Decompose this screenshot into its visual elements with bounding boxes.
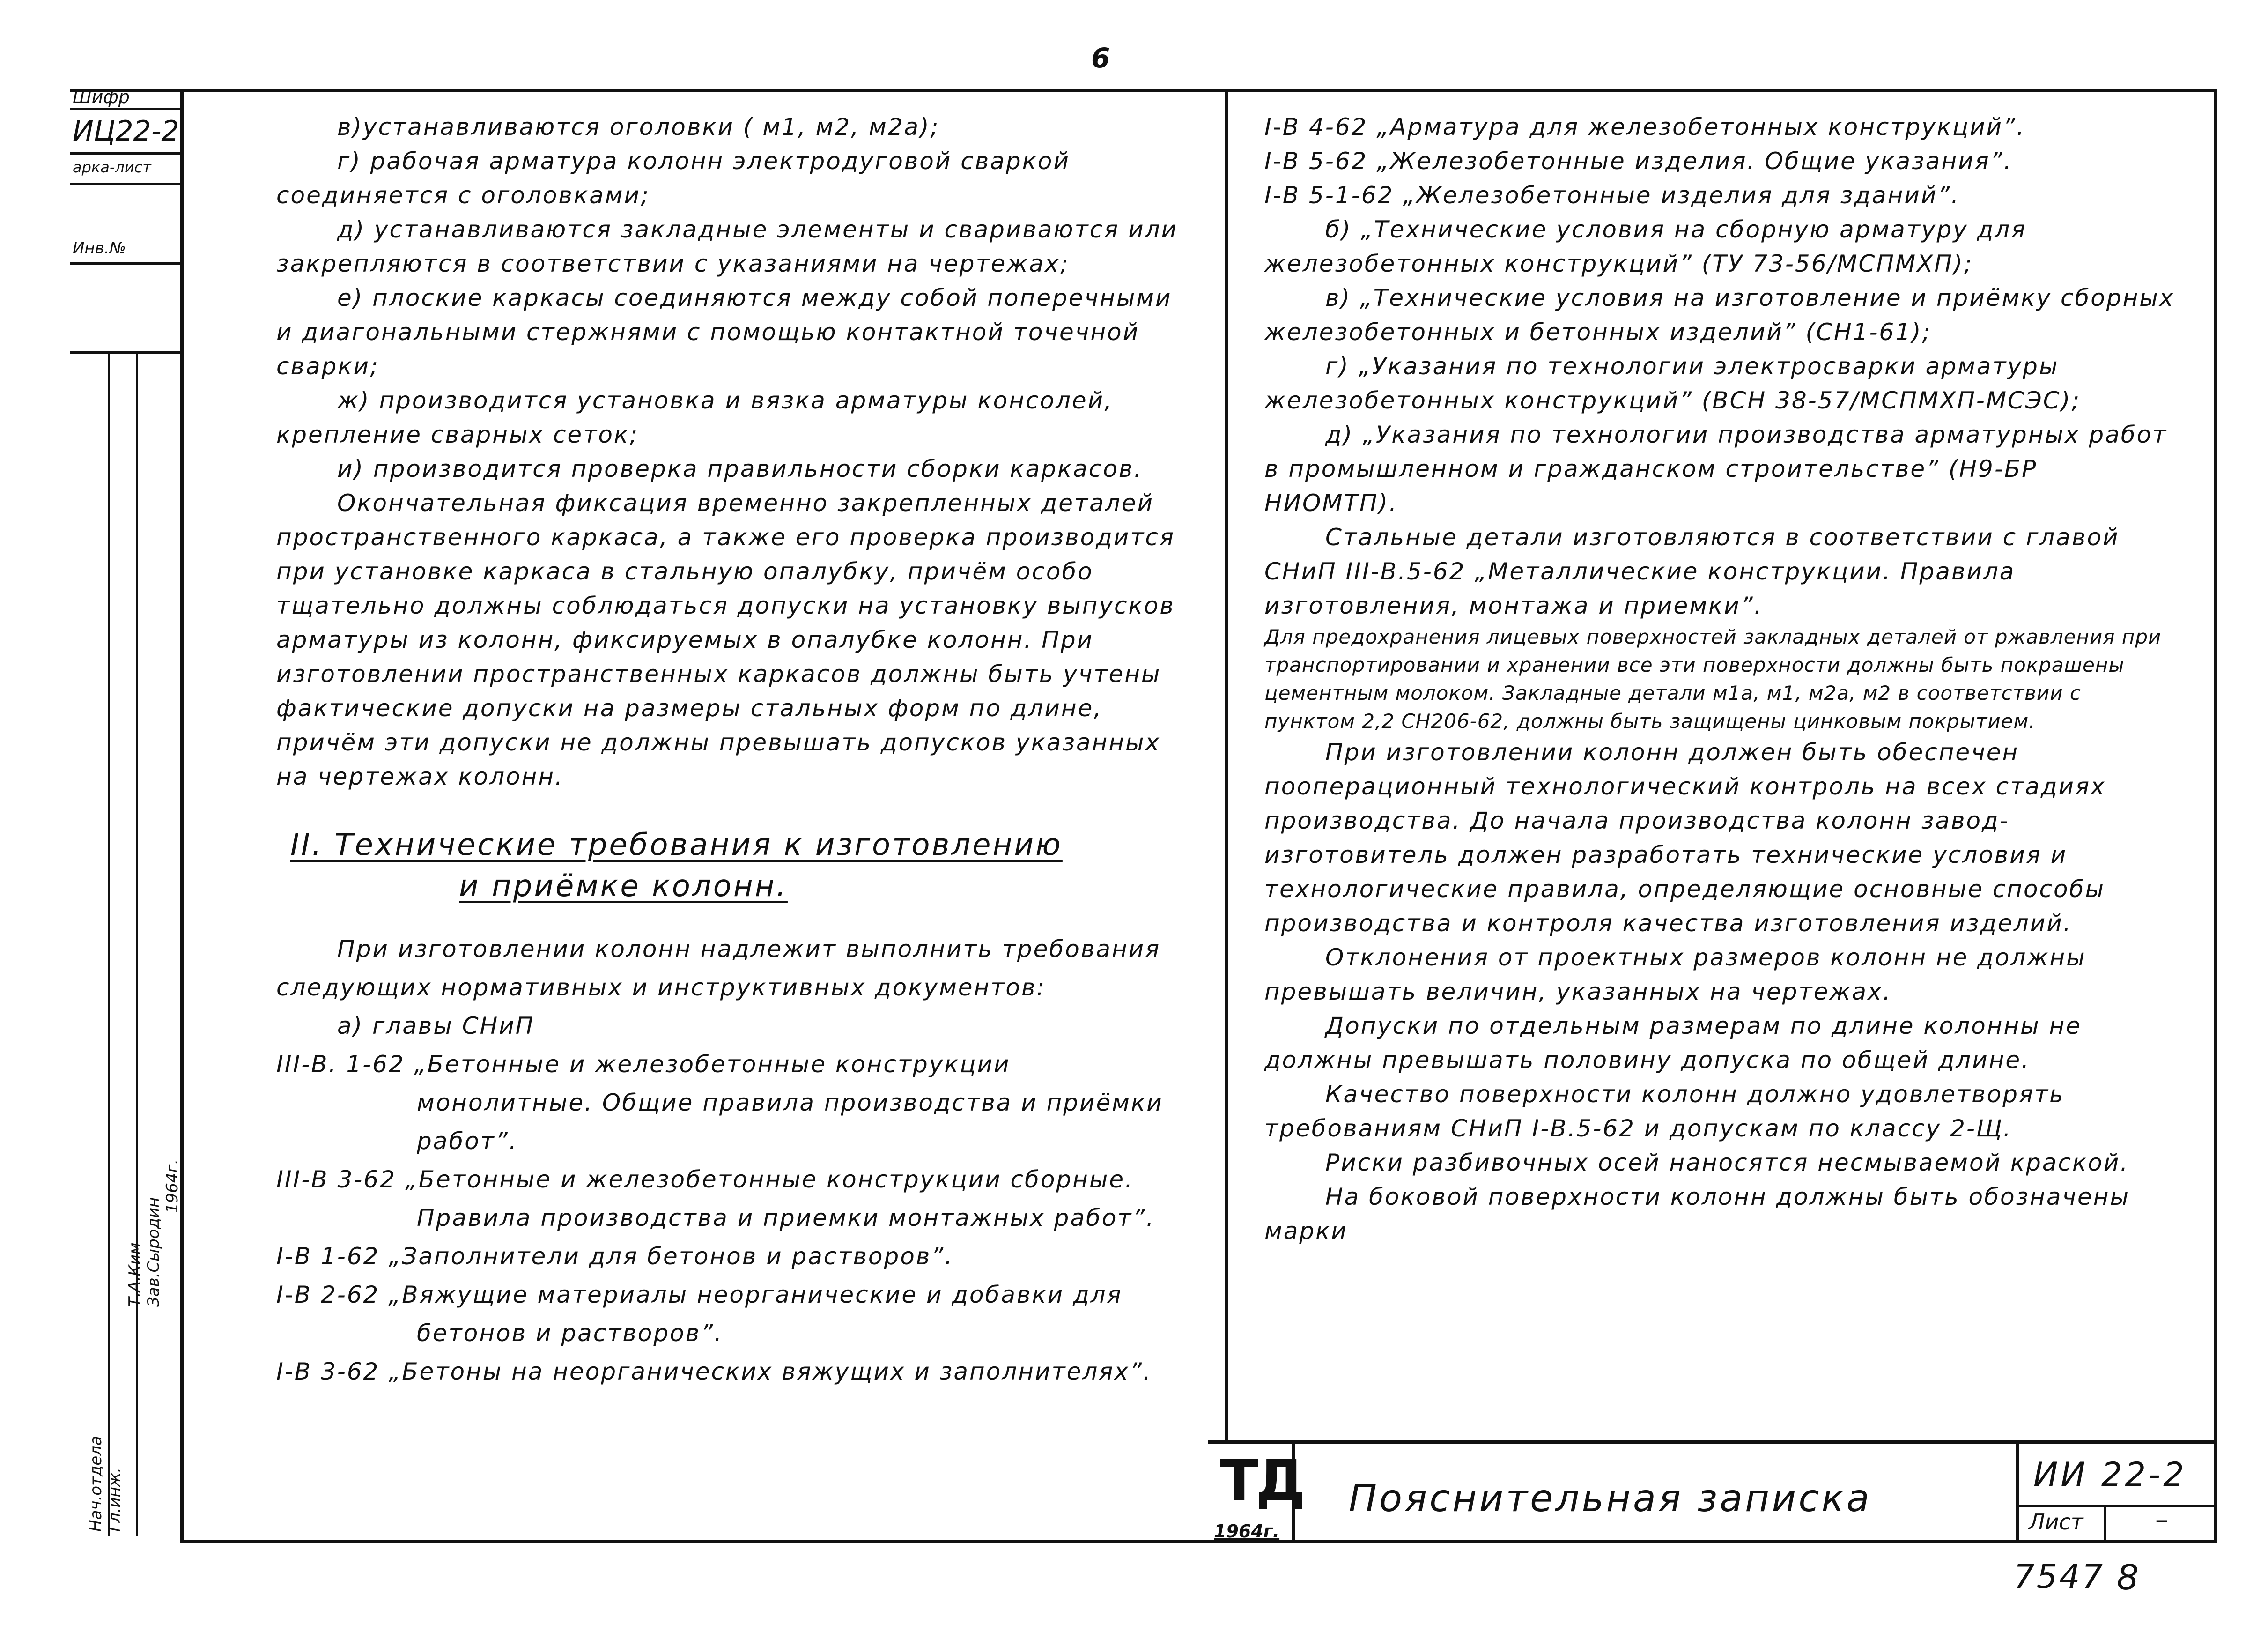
paragraph: г) рабочая арматура колонн электродуговой сваркой соединяется с оголовками; — [276, 148, 1070, 209]
section-heading-line-1: II. Технические требования к изготовлению — [290, 828, 1063, 862]
stamp-label-cipher: Шифр — [73, 87, 130, 107]
stamp-label-sheet: арка-лист — [73, 158, 151, 176]
left-paragraphs — [276, 110, 1189, 794]
paragraph: а) главы СНиП — [337, 1012, 535, 1039]
paragraph: III-В 3-62 „Бетонные и железобетонные конструкции сборные. Правила производства и приемки монтажных работ”. — [276, 1166, 1155, 1231]
sheet-label: Лист — [2029, 1509, 2083, 1535]
sheet-value: – — [2155, 1505, 2168, 1535]
paragraph: I-В 2-62 „Вяжущие материалы неорганические и добавки для бетонов и растворов”. — [276, 1281, 1123, 1347]
paragraph: При изготовлении колонн должен быть обеспечен пооперационный технологический контроль на всех стадиях производства. До начала производства колонн завод-изготовитель должен разработать технические условия и технологические правила, определяющие основные способы производства и контроля качества изготовления изделий. — [1264, 739, 2106, 937]
paragraph: I-В 4-62 „Арматура для железобетонных конструкций”. — [1264, 113, 2025, 141]
paragraph: д) „Указания по технологии производства арматурных работ в промышленном и гражданском строительстве” (Н9-БР НИОМТП). — [1264, 421, 2168, 517]
section-heading — [290, 824, 1180, 907]
sheet-number: 8 — [2117, 1558, 2139, 1598]
left-column — [276, 110, 1189, 794]
document-code: ИИ 22-2 — [2033, 1455, 2187, 1494]
title-block — [1208, 1440, 2217, 1543]
paragraph: ж) производится установка и вязка арматуры консолей, крепление сварных сеток; — [276, 387, 1114, 448]
paragraph: е) плоские каркасы соединяются между собой поперечными и диагональными стержнями с помощью контактной точечной сварки; — [276, 284, 1172, 380]
approval-stamp — [84, 1045, 182, 1536]
requirements-list — [276, 930, 1189, 1391]
page-number: 6 — [1091, 42, 1110, 74]
stamp-label-inv: Инв.№ — [73, 239, 126, 258]
archive-number: 7547 — [2014, 1558, 2105, 1596]
paragraph: Окончательная фиксация временно закрепленных деталей пространственного каркаса, а также его проверка производится при установке каркаса в стальную опалубку, причём особо тщательно должны соблюдаться допуски на установку выпусков арматуры из колонн, фиксируемых в опалубке колонн. При изготовлении пространственных каркасов должны быть учтены фактические допуски на размеры стальных форм по длине, причём эти допуски не должны превышать допусков указанных на чертежах колонн. — [276, 490, 1175, 790]
stamp-entry: Т.А.Ким — [126, 1242, 144, 1307]
paragraph: При изготовлении колонн надлежит выполнить требования следующих нормативных и инструктивных документов: — [276, 935, 1161, 1001]
code-separator — [2019, 1505, 2217, 1507]
paragraph: I-В 5-62 „Железобетонные изделия. Общие указания”. — [1264, 148, 2013, 175]
stamp-entry: 1964г. — [163, 1159, 182, 1213]
paragraph: I-В 5-1-62 „Железобетонные изделия для зданий”. — [1264, 182, 1960, 209]
paragraph: Качество поверхности колонн должно удовлетворять требованиям СНиП I-В.5-62 и допускам по классу 2-Щ. — [1264, 1081, 2065, 1142]
paragraph: I-В 3-62 „Бетоны на неорганических вяжущих и заполнителях”. — [276, 1358, 1152, 1385]
sheet-separator — [2104, 1505, 2106, 1543]
column-divider — [1225, 89, 1228, 1443]
paragraph: I-В 1-62 „Заполнители для бетонов и растворов”. — [276, 1243, 954, 1270]
paragraph: и) производится проверка правильности сборки каркасов. — [337, 455, 1143, 482]
paragraph: в) „Технические условия на изготовление и приёмку сборных железобетонных и бетонных изделий” (СН1-61); — [1264, 284, 2175, 346]
stamp-entry: Зав.Сыродин — [144, 1197, 163, 1307]
paragraph: Стальные детали изготовляются в соответствии с главой СНиП III-В.5-62 „Металлические конструкции. Правила изготовления, монтажа и приемки”. — [1264, 524, 2120, 619]
paragraph: Отклонения от проектных размеров колонн не должны превышать величин, указанных на чертежах. — [1264, 944, 2086, 1005]
code-box — [2016, 1444, 2217, 1543]
td-logo — [1208, 1444, 1303, 1543]
paragraph: На боковой поверхности колонн должны быть обозначены марки — [1264, 1183, 2130, 1245]
paragraph: III-В. 1-62 „Бетонные и железобетонные конструкции монолитные. Общие правила производства и приёмки работ”. — [276, 1051, 1163, 1155]
paragraph: в)устанавливаются оголовки ( м1, м2, м2а); — [337, 113, 940, 141]
logo-letters: ТД — [1220, 1448, 1303, 1513]
right-paragraphs — [1264, 110, 2178, 1248]
logo-year: 1964г. — [1214, 1521, 1280, 1542]
paragraph: Риски разбивочных осей наносятся несмываемой краской. — [1325, 1149, 2129, 1176]
left-column-lower — [276, 930, 1189, 1391]
paragraph: Для предохранения лицевых поверхностей закладных деталей от ржавления при транспортировании и хранении все эти поверхности должны быть покрашены цементным молоком. Закладные детали м1а, м1, м2а, м2 в соответствии с пунктом 2,2 СН206-62, должны быть защищены цинковым покрытием. — [1264, 625, 2162, 733]
stamp-value-cipher: ИЦ22-2 — [73, 115, 179, 148]
paragraph: г) „Указания по технологии электросварки арматуры железобетонных конструкций” (ВСН 38-57/МСПМХП-МСЭС); — [1264, 353, 2081, 414]
paragraph: б) „Технические условия на сборную арматуру для железобетонных конструкций” (ТУ 73-56/МСПМХП); — [1264, 216, 2027, 277]
right-column — [1264, 110, 2178, 1248]
stamp-entry: Нач.отдела — [87, 1436, 105, 1532]
stamp-entry: Гл.инж. — [105, 1467, 124, 1532]
section-heading-line-2: и приёмке колонн. — [459, 869, 788, 904]
paragraph: Допуски по отдельным размерам по длине колонны не должны превышать половину допуска по общей длине. — [1264, 1012, 2082, 1074]
paragraph: д) устанавливаются закладные элементы и свариваются или закрепляются в соответствии с указаниями на чертежах; — [276, 216, 1178, 277]
document-title: Пояснительная записка — [1349, 1476, 1872, 1520]
